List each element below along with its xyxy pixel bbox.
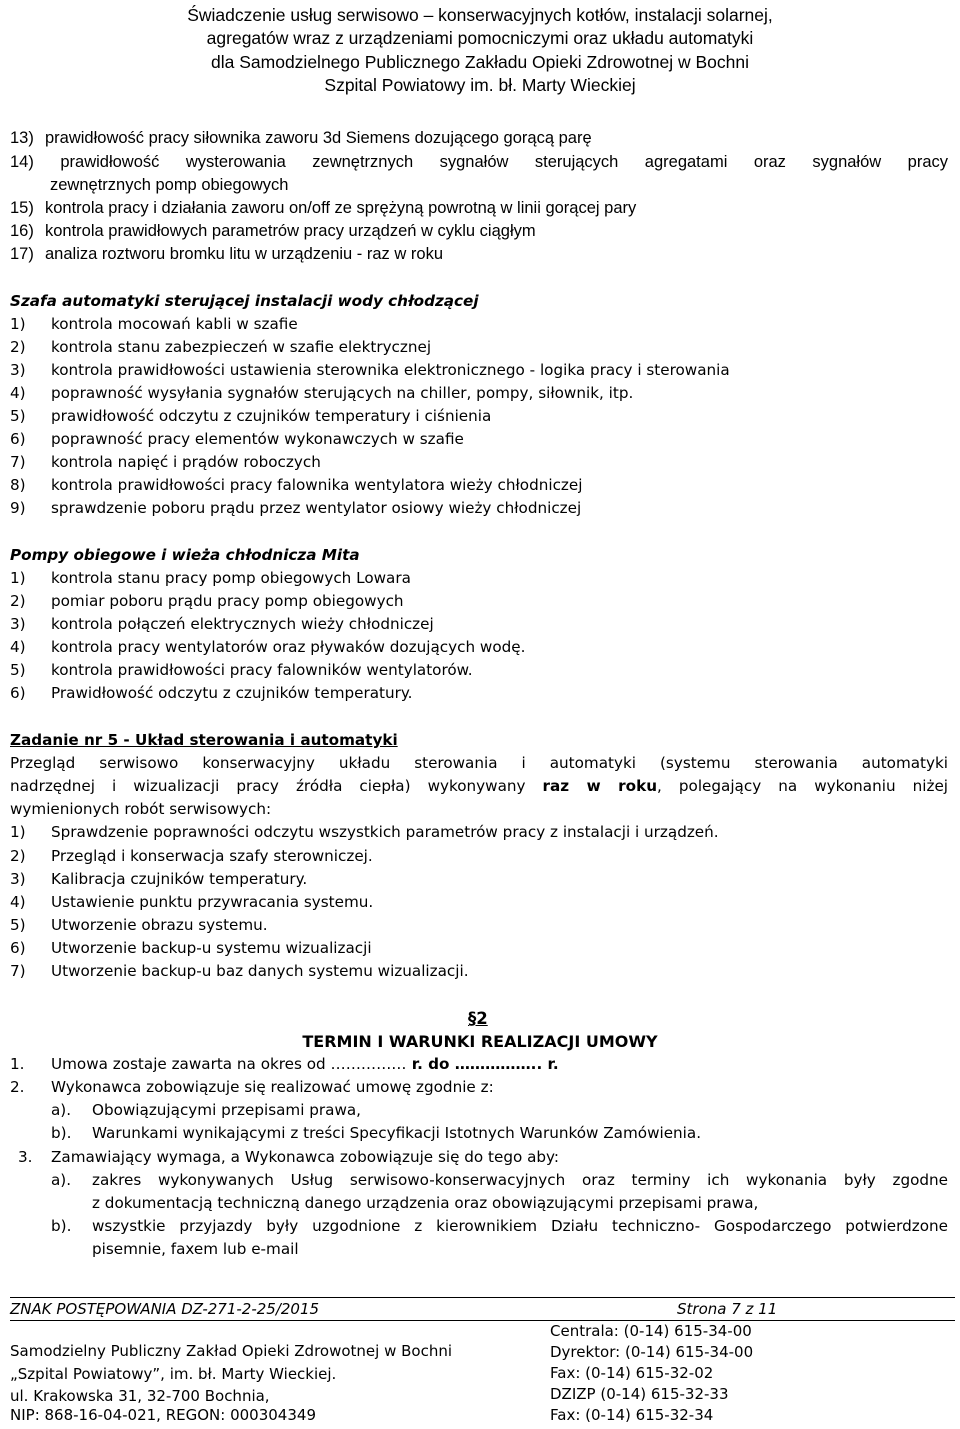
header-line: Szpital Powiatowy im. bł. Marty Wieckiej [324, 75, 636, 96]
case-number: ZNAK POSTĘPOWANIA DZ-271-2-25/2015 [10, 1300, 320, 1318]
footer-contact-line: Fax: (0-14) 615-32-02 [550, 1364, 714, 1382]
section-title: Szafa automatyki sterującej instalacji wody chłodzącej [10, 292, 479, 310]
header-line: Świadczenie usług serwisowo – konserwacyjnych kotłów, instalacji solarnej, [187, 5, 773, 25]
footer-address-line: NIP: 868-16-04-021, REGON: 000304349 [10, 1406, 316, 1424]
document-header [0, 4, 960, 98]
footer-address-line: „Szpital Powiatowy”, im. bł. Marty Wieckiej. [10, 1365, 337, 1383]
footer-contact-line: Dyrektor: (0-14) 615-34-00 [550, 1343, 754, 1361]
section-title: Zadanie nr 5 - Układ sterowania i automatyki [10, 731, 398, 749]
header-line: agregatów wraz z urządzeniami pomocniczymi oraz układu automatyki [206, 28, 754, 49]
paragraph-line: wymienionych robót serwisowych: [10, 800, 272, 818]
footer-contact-line: Centrala: (0-14) 615-34-00 [550, 1322, 752, 1340]
footer-address-line: Samodzielny Publiczny Zakład Opieki Zdrowotnej w Bochni [10, 1342, 453, 1360]
header-line: dla Samodzielnego Publicznego Zakładu Opieki Zdrowotnej w Bochni [211, 51, 749, 72]
footer-contact-line: DZIZP (0-14) 615-32-33 [550, 1385, 729, 1403]
footer-address-line: ul. Krakowska 31, 32-700 Bochnia, [10, 1387, 270, 1405]
footer-contact-line: Fax: (0-14) 615-32-34 [550, 1406, 714, 1424]
section-title: TERMIN I WARUNKI REALIZACJI UMOWY [302, 1032, 658, 1051]
footer-divider [10, 1320, 955, 1321]
page-number: Strona 7 z 11 [677, 1300, 778, 1318]
list-item: 14) prawidłowość wysterowania zewnętrznych sygnałów sterujących agregatami oraz sygnałów pracy [10, 153, 948, 171]
section-title: Pompy obiegowe i wieża chłodnicza Mita [10, 546, 360, 564]
section-sign: §2 [468, 1009, 488, 1028]
